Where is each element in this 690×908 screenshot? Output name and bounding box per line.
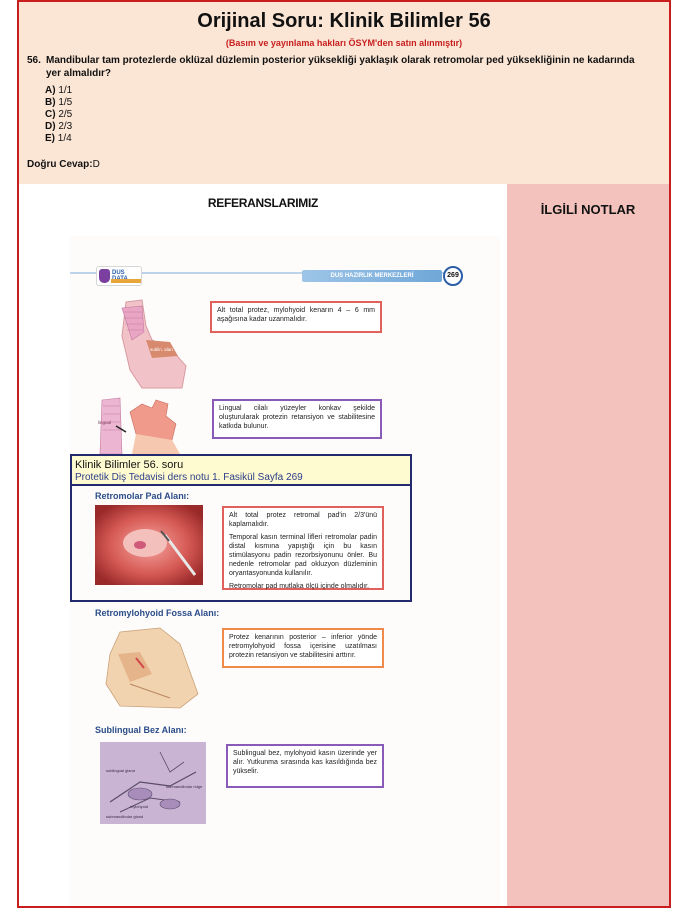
option-letter: C)	[45, 109, 56, 120]
question-body: Mandibular tam protezlerde oklüzal düzlemin posterior yüksekliği yaklaşık olarak retromolar ped yüksekliğinin ne kadarında yer almalıdır?	[46, 55, 635, 79]
page-frame	[17, 0, 671, 908]
sublingual-label-2: submandibular ridge	[166, 784, 203, 789]
note-box-retromylohyoid: Protez kenarının posterior – inferior yönde retromylohyoid fossa içerisine uzatılması protezin retansiyon ve stabilitesini arttırır.	[222, 628, 384, 668]
section-sublingual-gland: Sublingual Bez Alanı:	[95, 725, 187, 735]
option-text: 1/1	[58, 85, 73, 96]
option-letter: B)	[45, 97, 56, 108]
note-box-lingual-polished: Lingual cilalı yüzeyler konkav şekilde oluşturularak protezin retansiyon ve stabilitesine katkıda bulunur.	[212, 399, 382, 439]
option-letter: A)	[45, 85, 56, 96]
copyright-note: (Basım ve yayınlama hakları ÖSYM'den satın alınmıştır)	[225, 38, 463, 48]
sublingual-label-3: mylohyoid	[130, 804, 149, 809]
retromolar-text-2: Temporal kasın terminal lifleri retromolar padin distal kısmına yapıştığı için bu kasın stimülasyonu padin rezorbsiyonunu önler. Bu nedenle retromolar pad okluzyon düzleminin oryantasyonunda kullanılır.	[229, 534, 377, 577]
option-text: 1/5	[58, 97, 73, 108]
doc-header-bar: DUS HAZIRLIK MERKEZLERİ	[302, 270, 442, 282]
option-letter: E)	[45, 133, 55, 144]
illus2-label: lingual	[98, 420, 112, 425]
logo-text: DUS	[112, 270, 125, 276]
related-notes-title: İLGİLİ NOTLAR	[540, 202, 636, 217]
overlay-source: Protetik Diş Tedavisi ders notu 1. Fasikül Sayfa 269	[75, 472, 303, 483]
note-box-mylohyoid-extension: Alt total protez, mylohyoid kenarın 4 – 6 mm aşağısına kadar uzanmalıdır.	[210, 301, 382, 333]
option-letter: D)	[45, 121, 56, 132]
option-text: 2/3	[58, 121, 73, 132]
question-title: Orijinal Soru: Klinik Bilimler 56	[197, 10, 491, 32]
question-number: 56.	[27, 55, 41, 66]
references-title: REFERANSLARIMIZ	[207, 196, 319, 210]
overlay-title: Klinik Bilimler 56. soru	[75, 459, 184, 471]
sublingual-label-1: sublingual gland	[106, 768, 135, 773]
option-text: 2/5	[58, 109, 73, 120]
retromolar-text-1: Alt total protez retromal pad'in 2/3'ünü kaplamalıdır.	[229, 512, 377, 528]
section-retromylohyoid-fossa: Retromylohyoid Fossa Alanı:	[95, 608, 220, 618]
retromolar-text-3: Retromolar pad mutlaka ölçü içinde olmalıdır.	[229, 583, 370, 590]
section-retromolar-pad: Retromolar Pad Alanı:	[95, 491, 190, 501]
option-text: 1/4	[57, 133, 72, 144]
answer-value: D	[92, 159, 100, 170]
sublingual-label-4: submandibular gland	[106, 814, 144, 819]
note-box-sublingual: Sublingual bez, mylohyoid kasın üzerinde yer alır. Yutkunma sırasında kas kasıldığında bez yükselir.	[226, 744, 384, 788]
page-number-badge: 269	[443, 266, 463, 286]
illus1-label: sublin. alan	[150, 347, 173, 352]
answer-label: Doğru Cevap:	[27, 159, 93, 170]
